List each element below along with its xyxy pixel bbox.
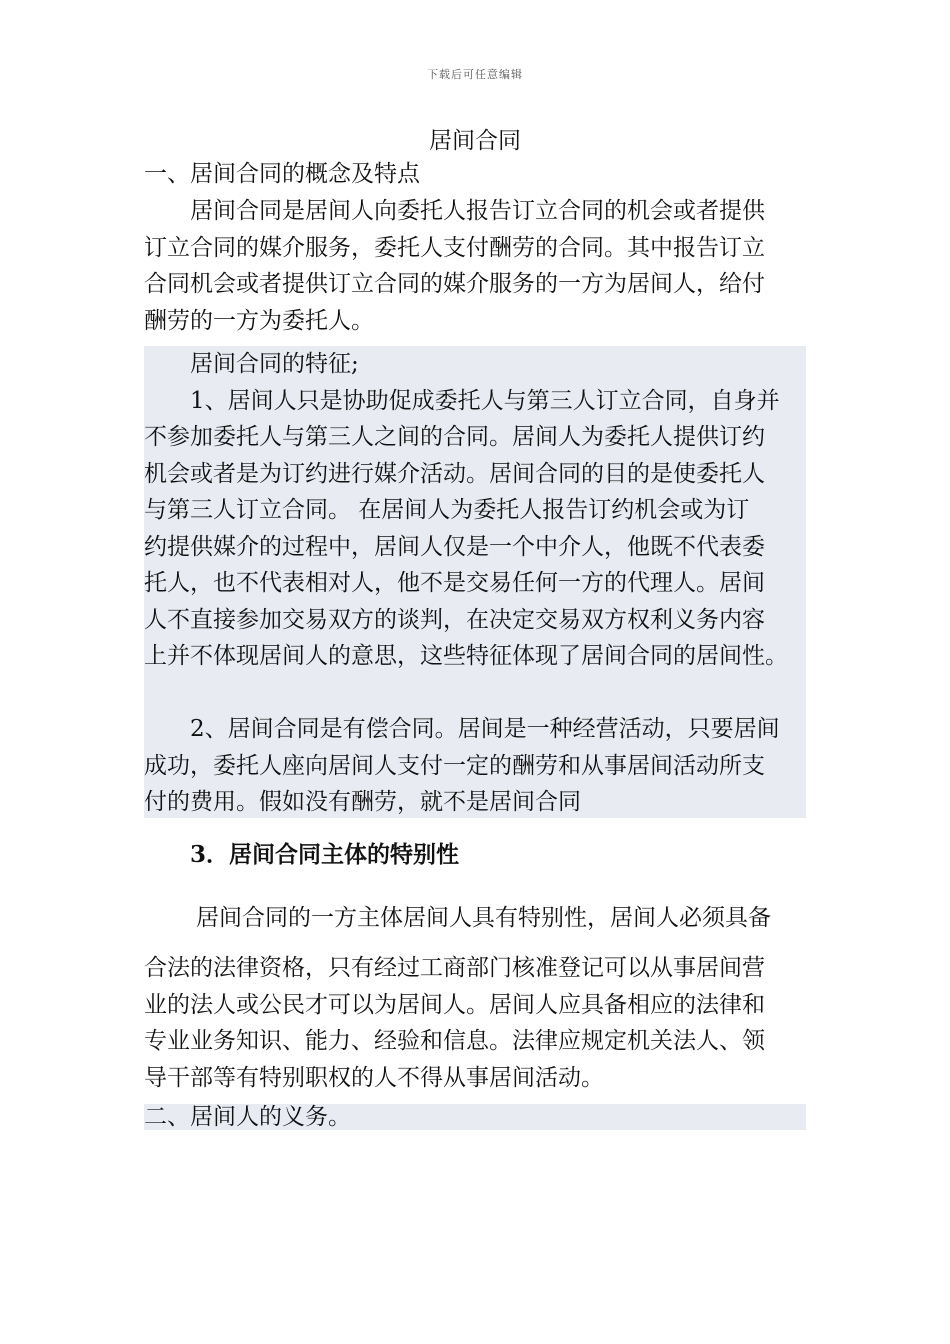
paragraph-line: 导干部等有特别职权的人不得从事居间活动。 bbox=[144, 1064, 604, 1091]
feature-point-3-heading: 3．居间合同主体的特别性 bbox=[190, 841, 460, 868]
paragraph-line: 合法的法律资格，只有经过工商部门核准登记可以从事居间营 bbox=[144, 955, 765, 981]
section-2-heading: 二、居间人的义务。 bbox=[144, 1104, 806, 1130]
paragraph-line: 业的法人或公民才可以为居间人。居间人应具备相应的法律和 bbox=[144, 991, 765, 1018]
paragraph-line: 2、居间合同是有偿合同。居间是一种经营活动，只要居间 bbox=[190, 716, 780, 742]
paragraph-line: 订立合同的媒介服务，委托人支付酬劳的合同。其中报告订立 bbox=[144, 234, 765, 261]
feature-point-1 bbox=[144, 383, 806, 675]
paragraph-line: 约提供媒介的过程中，居间人仅是一个中介人，他既不代表委 bbox=[144, 533, 765, 560]
paragraph-line: 成功，委托人座向居间人支付一定的酬劳和从事居间活动所支 bbox=[144, 752, 765, 779]
paragraph-line: 合同机会或者提供订立合同的媒介服务的一方为居间人，给付 bbox=[144, 271, 765, 297]
paragraph-line: 居间合同是居间人向委托人报告订立合同的机会或者提供 bbox=[190, 198, 765, 224]
features-heading: 居间合同的特征; bbox=[190, 351, 359, 377]
paragraph-line: 不参加委托人与第三人之间的合同。居间人为委托人提供订约 bbox=[144, 424, 765, 450]
page-header-note: 下载后可任意编辑 bbox=[427, 68, 523, 81]
section-1-heading: 一、居间合同的概念及特点 bbox=[144, 161, 420, 187]
blank-line bbox=[144, 675, 806, 712]
paragraph-line: 托人，也不代表相对人，他不是交易任何一方的代理人。居间 bbox=[144, 570, 765, 596]
feature-point-3-body bbox=[144, 950, 806, 1096]
definition-paragraph bbox=[144, 193, 806, 339]
feature-point-2 bbox=[144, 711, 806, 821]
paragraph-line: 1、居间人只是协助促成委托人与第三人订立合同，自身并 bbox=[190, 387, 780, 414]
paragraph-line: 与第三人订立合同。 在居间人为委托人报告订约机会或为订 bbox=[144, 497, 750, 523]
feature-point-3-first-line: 居间合同的一方主体居间人具有特别性，居间人必须具备 bbox=[196, 905, 771, 931]
paragraph-line: 上并不体现居间人的意思，这些特征体现了居间合同的居间性。 bbox=[144, 643, 788, 669]
paragraph-line: 人不直接参加交易双方的谈判，在决定交易双方权利义务内容 bbox=[144, 606, 765, 633]
paragraph-line: 专业业务知识、能力、经验和信息。法律应规定机关法人、领 bbox=[144, 1028, 765, 1054]
paragraph-line: 付的费用。假如没有酬劳，就不是居间合同 bbox=[144, 789, 581, 815]
document-title: 居间合同 bbox=[429, 128, 521, 154]
paragraph-line: 机会或者是为订约进行媒介活动。居间合同的目的是使委托人 bbox=[144, 460, 765, 487]
paragraph-line: 酬劳的一方为委托人。 bbox=[144, 307, 374, 334]
features-section bbox=[144, 346, 806, 818]
